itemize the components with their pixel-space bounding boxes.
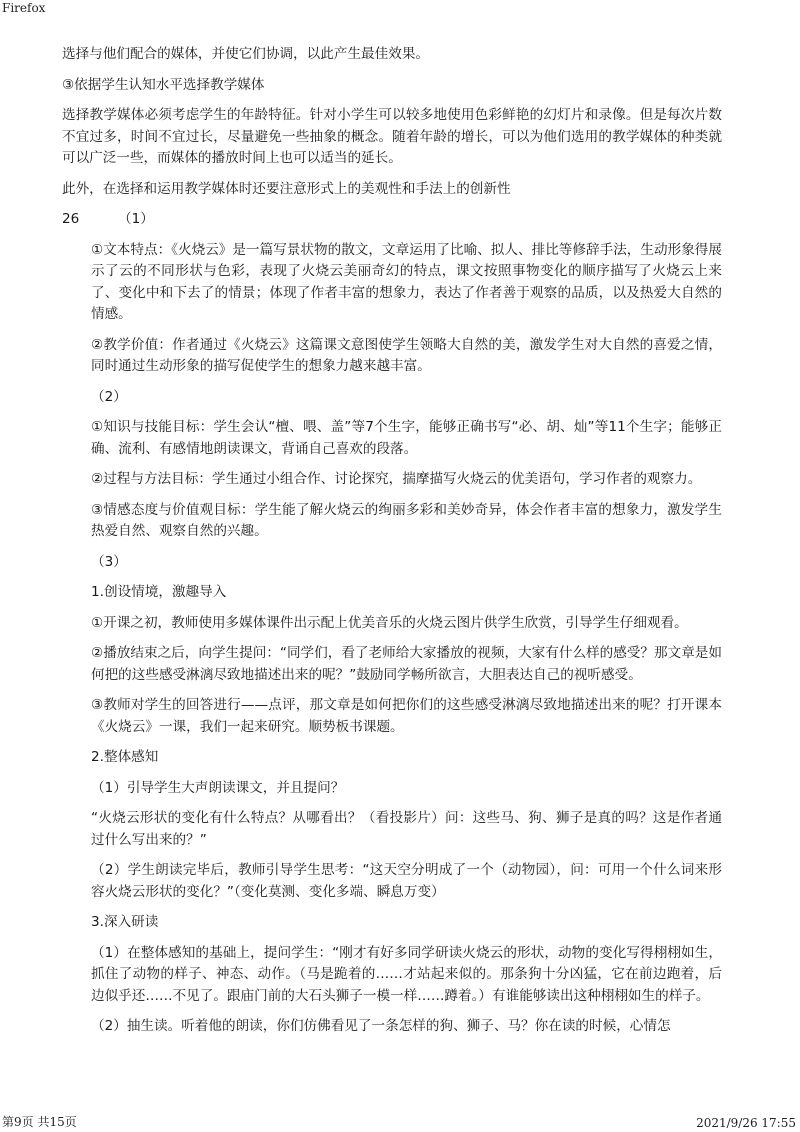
paragraph: ②教学价值：作者通过《火烧云》这篇课文意图使学生领略大自然的美，激发学生对大自然的喜爱之情，同时通过生动形象的描写促使学生的想象力越来越丰富。 [91, 336, 722, 374]
part-label: （1） [118, 211, 154, 227]
paragraph: “火烧云形状的变化有什么特点？从哪看出？（看投影片）问：这些马、狗、狮子是真的吗？这是作者通过什么写出来的？” [91, 810, 722, 848]
answer-block [62, 240, 722, 1038]
paragraph: ①文本特点：《火烧云》是一篇写景状物的散文，文章运用了比喻、拟人、排比等修辞手法，生动形象得展示了云的不同形状与色彩，表现了火烧云美丽奇幻的特点，课文按照事物变化的顺序描写了火烧云上来了、变化中和下去了的情景；体现了作者丰富的想象力，表达了作者善于观察的品质，以及热爱大自然的情感。 [91, 241, 722, 322]
question-number: 26 [62, 211, 80, 227]
section-heading: 3.深入研读 [91, 914, 159, 930]
paragraph: （1）在整体感知的基础上，提问学生：“刚才有好多同学研读火烧云的形状，动物的变化写得栩栩如生，抓住了动物的样子、神态、动作。（马是跪着的……才站起来似的。那条狗十分凶猛，它在前边跑着，后边似乎还……不见了。跟庙门前的大石头狮子一模一样……蹲着。）有谁能够读出这种栩栩如生的样子。 [91, 944, 722, 1004]
paragraph: ③情感态度与价值观目标：学生能了解火烧云的绚丽多彩和美妙奇异，体会作者丰富的想象力，激发学生热爱自然、观察自然的兴趣。 [91, 501, 722, 539]
paragraph: ②播放结束之后，向学生提问：“同学们，看了老师给大家播放的视频，大家有什么样的感受？那文章是如何把的这些感受淋漓尽致地描述出来的呢？”鼓励同学畅所欲言，大胆表达自己的视听感受。 [91, 645, 722, 683]
paragraph: （2）学生朗读完毕后，教师引导学生思考：“这天空分明成了一个（动物园），问：可用一个什么词来形容火烧云形状的变化？”（变化莫测、变化多端、瞬息万变） [91, 862, 722, 900]
section-heading: 1.创设情境，激趣导入 [91, 584, 227, 600]
paragraph: ③依据学生认知水平选择教学媒体 [62, 76, 265, 93]
paragraph: ②过程与方法目标：学生通过小组合作、讨论探究，揣摩描写火烧云的优美语句，学习作者的观察力。 [91, 471, 702, 487]
browser-title: Firefox [2, 1, 46, 15]
paragraph: 此外，在选择和运用教学媒体时还要注意形式上的美观性和手法上的创新性 [62, 180, 511, 197]
document-page [62, 44, 722, 1047]
paragraph: （2）抽生读。听着他的朗读，你们仿佛看见了一条怎样的狗、狮子、马？你在读的时候，心情怎 [91, 1018, 671, 1034]
paragraph: ①开课之初，教师使用多媒体课件出示配上优美音乐的火烧云图片供学生欣赏，引导学生仔细观看。 [91, 614, 688, 631]
paragraph: 选择与他们配合的媒体，并使它们协调，以此产生最佳效果。 [62, 46, 430, 62]
page-number: 第9页 共15页 [2, 1115, 77, 1129]
print-datetime: 2021/9/26 17:55 [696, 1116, 796, 1130]
paragraph: （1）引导学生大声朗读课文，并且提问？ [91, 779, 345, 796]
part-label: （2） [91, 388, 127, 405]
paragraph: ①知识与技能目标：学生会认“檀、喂、盖”等7个生字，能够正确书写“必、胡、灿”等11个生字；能够正确、流利、有感情地朗读课文，背诵自己喜欢的段落。 [91, 419, 722, 457]
question-26-heading [62, 209, 722, 231]
section-heading: 2.整体感知 [91, 749, 159, 765]
paragraph: 选择教学媒体必须考虑学生的年龄特征。针对小学生可以较多地使用色彩鲜艳的幻灯片和录像。但是每次片数不宜过多，时间不宜过长，尽量避免一些抽象的概念。随着年龄的增长，可以为他们选用的教学媒体的种类就可以广泛一些，而媒体的播放时间上也可以适当的延长。 [62, 107, 722, 166]
part-label: （3） [91, 553, 127, 570]
paragraph: ③教师对学生的回答进行——点评，那文章是如何把你们的这些感受淋漓尽致地描述出来的呢？打开课本《火烧云》一课，我们一起来研究。顺势板书课题。 [91, 697, 722, 735]
